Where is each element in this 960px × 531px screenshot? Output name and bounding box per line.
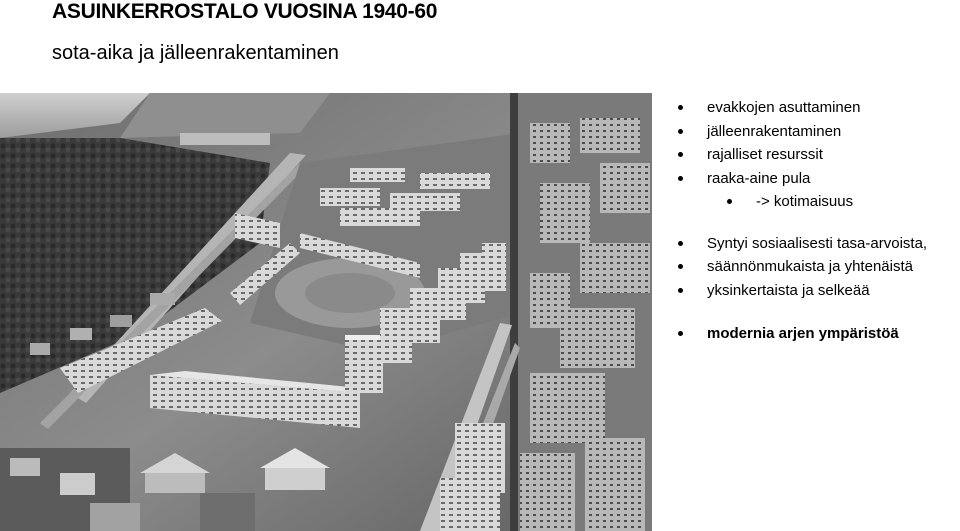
bullet-item: raaka-aine pula — [676, 167, 960, 191]
aerial-photo — [0, 93, 652, 531]
slide-title: ASUINKERROSTALO VUOSINA 1940-60 — [52, 0, 438, 23]
bullet-list — [676, 96, 960, 346]
aerial-photo-illustration — [0, 93, 652, 531]
sub-bullet-item: -> kotimaisuus — [676, 190, 960, 214]
bullet-item: evakkojen asuttaminen — [676, 96, 960, 120]
bullet-group-summary — [676, 322, 960, 346]
bullet-item: säännönmukaista ja yhtenäistä — [676, 255, 960, 279]
bullet-item: Syntyi sosiaalisesti tasa-arvoista, — [676, 232, 960, 256]
bullet-item: jälleenrakentaminen — [676, 120, 960, 144]
bullet-item: yksinkertaista ja selkeää — [676, 279, 960, 303]
bullet-item-emphasis: modernia arjen ympäristöä — [676, 322, 960, 346]
bullet-group-outcome — [676, 232, 960, 303]
bullet-group-context — [676, 96, 960, 214]
slide-subtitle: sota-aika ja jälleenrakentaminen — [52, 42, 339, 64]
bullet-item: rajalliset resurssit — [676, 143, 960, 167]
